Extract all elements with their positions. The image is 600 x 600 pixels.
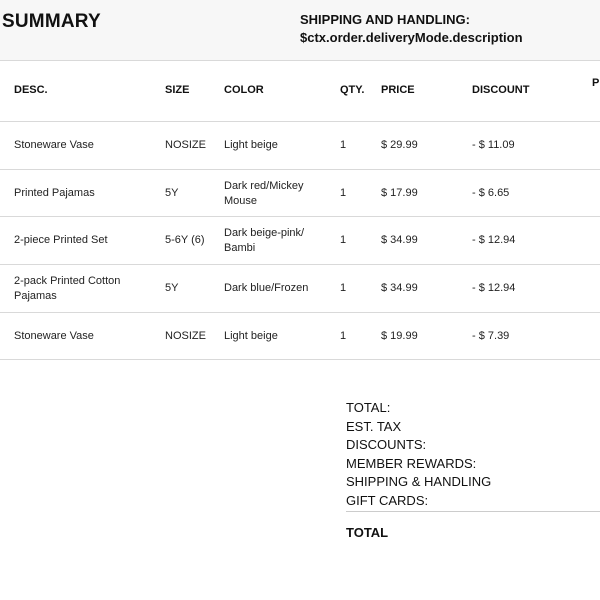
item-quantity: 1 [340, 330, 347, 342]
item-price: $ 19.99 [381, 330, 418, 342]
item-size: 5Y [165, 187, 179, 199]
item-discount: - $ 7.39 [472, 330, 510, 342]
column-header-price: PRICE [381, 84, 415, 96]
row-divider [0, 359, 600, 360]
item-color: Dark red/Mickey Mouse [224, 179, 304, 207]
page-title: SUMMARY [2, 11, 101, 32]
item-quantity: 1 [340, 187, 347, 199]
item-price: $ 29.99 [381, 139, 418, 151]
item-size: 5-6Y (6) [165, 234, 205, 246]
column-header-qty: QTY. [340, 84, 365, 96]
column-header-color: COLOR [224, 84, 264, 96]
item-color: Light beige [224, 139, 278, 151]
totals-label-tax: EST. TAX [346, 419, 402, 434]
table-row [0, 313, 600, 360]
totals-label-member-rewards: MEMBER REWARDS: [346, 456, 477, 471]
item-size: 5Y [165, 282, 179, 294]
item-description: 2-pack Printed Cotton Pajamas [14, 274, 121, 302]
table-row [0, 122, 600, 169]
totals-label-total: TOTAL: [346, 400, 391, 415]
summary-header [0, 0, 600, 60]
item-price: $ 34.99 [381, 234, 418, 246]
item-description: Stoneware Vase [14, 139, 94, 151]
column-header-size: SIZE [165, 84, 190, 96]
totals-label-shipping: SHIPPING & HANDLING [346, 474, 492, 489]
header-divider [0, 60, 600, 61]
table-row [0, 265, 600, 312]
item-price: $ 17.99 [381, 187, 418, 199]
item-quantity: 1 [340, 139, 347, 151]
item-discount: - $ 11.09 [472, 139, 515, 151]
item-color: Light beige [224, 330, 278, 342]
column-header-truncated: P [592, 77, 600, 89]
item-price: $ 34.99 [381, 282, 418, 294]
item-quantity: 1 [340, 282, 347, 294]
item-description: Stoneware Vase [14, 330, 94, 342]
item-color: Dark blue/Frozen [224, 282, 309, 294]
shipping-title: SHIPPING AND HANDLING: [300, 12, 470, 27]
item-quantity: 1 [340, 234, 347, 246]
table-row [0, 170, 600, 217]
totals-divider [346, 511, 600, 512]
item-discount: - $ 12.94 [472, 234, 516, 246]
item-description: Printed Pajamas [14, 187, 95, 199]
table-row [0, 217, 600, 264]
totals-label-discounts: DISCOUNTS: [346, 437, 427, 452]
shipping-description: $ctx.order.deliveryMode.description [300, 30, 523, 45]
totals-label-gift-cards: GIFT CARDS: [346, 493, 429, 508]
grand-total-label: TOTAL [346, 525, 389, 540]
item-size: NOSIZE [165, 139, 206, 151]
column-header-discount: DISCOUNT [472, 84, 530, 96]
item-size: NOSIZE [165, 330, 206, 342]
item-discount: - $ 12.94 [472, 282, 516, 294]
column-header-desc: DESC. [14, 84, 48, 96]
item-color: Dark beige-pink/ Bambi [224, 226, 305, 254]
item-description: 2-piece Printed Set [14, 234, 108, 246]
item-discount: - $ 6.65 [472, 187, 510, 199]
